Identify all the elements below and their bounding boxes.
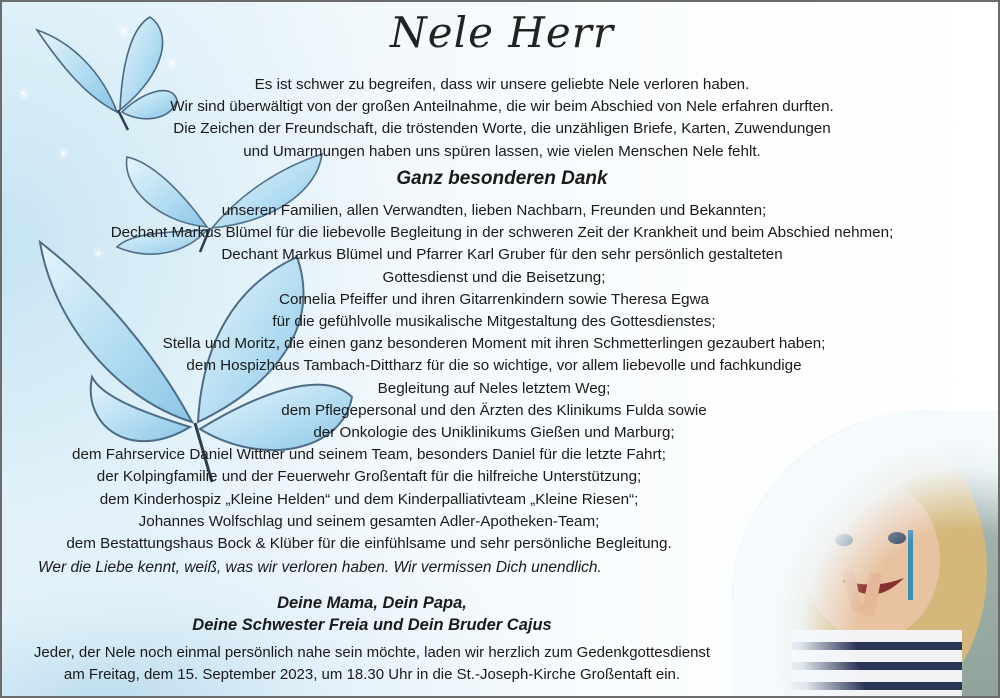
intro-line: und Umarmungen haben uns spüren lassen, wie vielen Menschen Nele fehlt.: [243, 142, 761, 160]
thanks-line: Johannes Wolfschlag und seinem gesamten Adler-Apotheken-Team;: [138, 512, 600, 530]
thanks-line: der Kolpingfamilie und der Feuerwehr Großentaft für die hilfreiche Unterstützung;: [96, 468, 642, 486]
thanks-line: Gottesdienst und die Beisetzung;: [382, 268, 606, 286]
thanks-line: dem Kinderhospiz „Kleine Helden“ und dem Kinderpalliativteam „Kleine Riesen“;: [99, 490, 639, 508]
thanks-line: Dechant Markus Blümel für die liebevolle Begleitung in der schweren Zeit der Krankheit und beim Abschied nehmen;: [110, 224, 894, 242]
memorial-quote: Wer die Liebe kennt, weiß, was wir verloren haben. Wir vermissen Dich unendlich.: [38, 559, 602, 576]
intro-line: Wir sind überwältigt von der großen Anteilnahme, die wir beim Abschied von Nele erfahren durften.: [170, 98, 834, 116]
thanks-line: dem Fahrservice Daniel Wittner und seinem Team, besonders Daniel für die letzte Fahrt;: [72, 446, 666, 464]
thanks-line: Begleitung auf Neles letztem Weg;: [377, 379, 611, 397]
thanks-line: dem Hospizhaus Tambach-Dittharz für die so wichtige, vor allem liebevolle und fachkundige: [186, 357, 802, 375]
signature: [2, 592, 742, 636]
thanks-line: dem Bestattungshaus Bock & Klüber für die einfühlsame und sehr persönliche Begleitung.: [66, 535, 672, 553]
thanks-line: für die gefühlvolle musikalische Mitgestaltung des Gottesdienstes;: [272, 313, 716, 331]
page-title: Nele Herr: [390, 8, 614, 57]
intro-line: Es ist schwer zu begreifen, dass wir unsere geliebte Nele verloren haben.: [254, 76, 750, 93]
thanks-line: Cornelia Pfeiffer und ihren Gitarrenkindern sowie Theresa Egwa: [279, 290, 709, 308]
service-line: Jeder, der Nele noch einmal persönlich nahe sein möchte, laden wir herzlich zum Gedenkgottesdienst: [33, 644, 711, 661]
signature-line: Deine Mama, Dein Papa,: [277, 594, 467, 612]
intro-line: Die Zeichen der Freundschaft, die tröstenden Worte, die unzähligen Briefe, Karten, Zuwendungen: [173, 120, 831, 138]
service-notice: [2, 642, 742, 686]
thanks-line: der Onkologie des Uniklinikums Gießen und Marburg;: [313, 424, 675, 442]
service-line: am Freitag, dem 15. September 2023, um 18.30 Uhr in die St.-Joseph-Kirche Großentaft ein.: [63, 666, 681, 683]
thanks-line: unseren Familien, allen Verwandten, lieben Nachbarn, Freunden und Bekannten;: [221, 202, 767, 219]
signature-line: Deine Schwester Freia und Dein Bruder Cajus: [192, 616, 552, 634]
thanks-list: [0, 200, 994, 555]
thanks-line: Dechant Markus Blümel und Pfarrer Karl Gruber für den sehr persönlich gestalteten: [221, 246, 783, 264]
intro-text: [2, 74, 1000, 163]
thanks-line: dem Pflegepersonal und den Ärzten des Klinikums Fulda sowie: [281, 401, 707, 419]
thanks-heading: Ganz besonderen Dank: [396, 168, 608, 189]
thanks-line: Stella und Moritz, die einen ganz besonderen Moment mit ihren Schmetterlingen gezaubert haben;: [162, 335, 826, 353]
